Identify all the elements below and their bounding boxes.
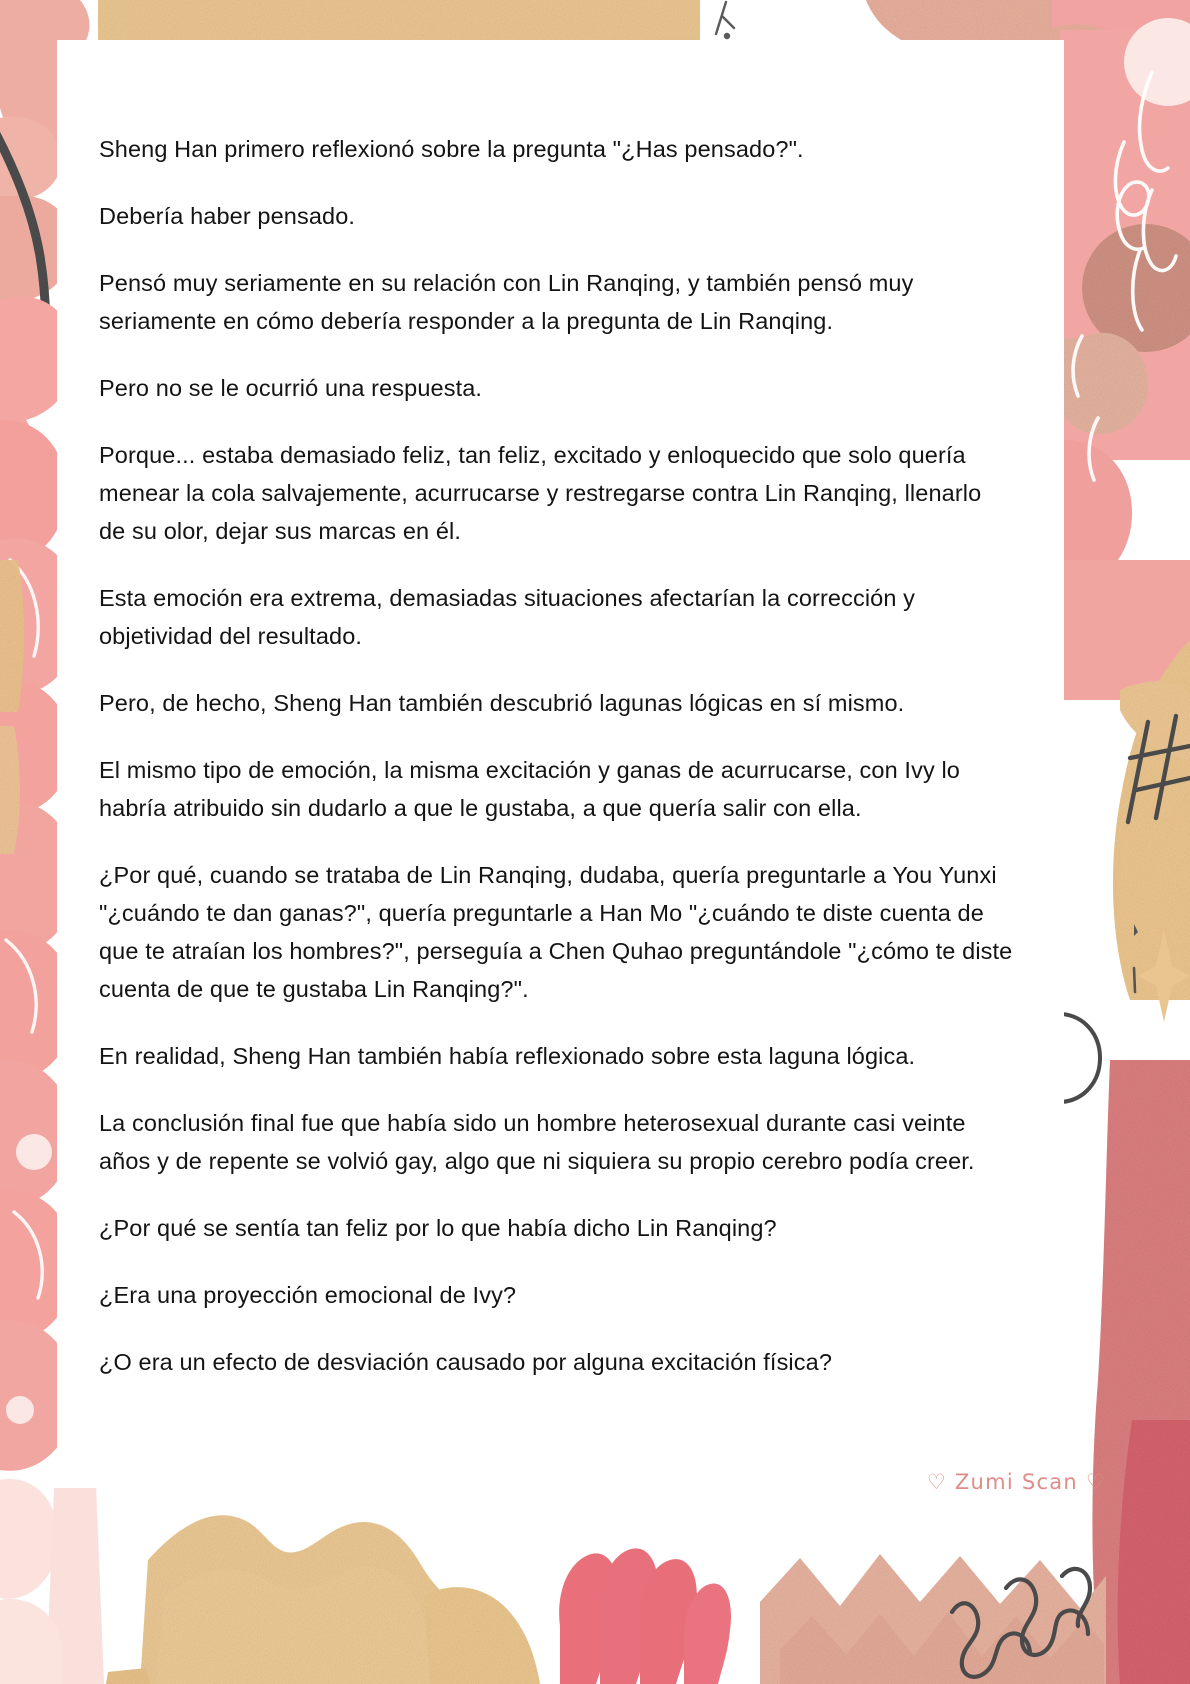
gold-wedge-right — [1113, 640, 1190, 1000]
paragraph: La conclusión final fue que había sido un hombre heterosexual durante casi veinte años y de repente se volvió gay, algo que ni siquiera su propio cerebro podía creer. — [99, 1110, 975, 1174]
red-column-right — [1092, 1060, 1190, 1684]
paragraph: Esta emoción era extrema, demasiadas situaciones afectarían la corrección y objetividad del resultado. — [99, 585, 916, 649]
paragraph: ¿Por qué se sentía tan feliz por lo que había dicho Lin Ranqing? — [99, 1215, 777, 1241]
document-text-body — [99, 130, 1014, 1381]
paragraph: ¿O era un efecto de desviación causado por alguna excitación física? — [99, 1349, 833, 1375]
paragraph: En realidad, Sheng Han también había reflexionado sobre esta laguna lógica. — [99, 1043, 916, 1069]
paragraph: Pensó muy seriamente en su relación con Lin Ranqing, y también pensó muy seriamente en cómo debería responder a la pregunta de Lin Ranqing. — [99, 270, 914, 334]
scan-watermark: ♡ Zumi Scan ♡ — [926, 1470, 1106, 1494]
paragraph: ¿Por qué, cuando se trataba de Lin Ranqing, dudaba, quería preguntarle a You Yunxi "¿cuándo te dan ganas?", quería preguntarle a Han Mo "¿cuándo te diste cuenta de que te atraían los hombres?", perseguía a Chen Quhao preguntándole "¿cómo te diste cuenta de que te gustaba Lin Ranqing?". — [99, 862, 1013, 1002]
paragraph: Porque... estaba demasiado feliz, tan feliz, excitado y enloquecido que solo quería menear la cola salvajemente, acurrucarse y restregarse contra Lin Ranqing, llenarlo de su olor, dejar sus marcas en él. — [99, 442, 982, 544]
paragraph: Sheng Han primero reflexionó sobre la pregunta "¿Has pensado?". — [99, 136, 804, 162]
paragraph: Pero no se le ocurrió una respuesta. — [99, 375, 483, 401]
paragraph: El mismo tipo de emoción, la misma excitación y ganas de acurrucarse, con Ivy lo habría atribuido sin dudarlo a que le gustaba, a que quería salir con ella. — [99, 757, 960, 821]
paragraph: Pero, de hecho, Sheng Han también descubrió lagunas lógicas en sí mismo. — [99, 690, 905, 716]
paragraph: ¿Era una proyección emocional de Ivy? — [99, 1282, 517, 1308]
paragraph: Debería haber pensado. — [99, 203, 356, 229]
